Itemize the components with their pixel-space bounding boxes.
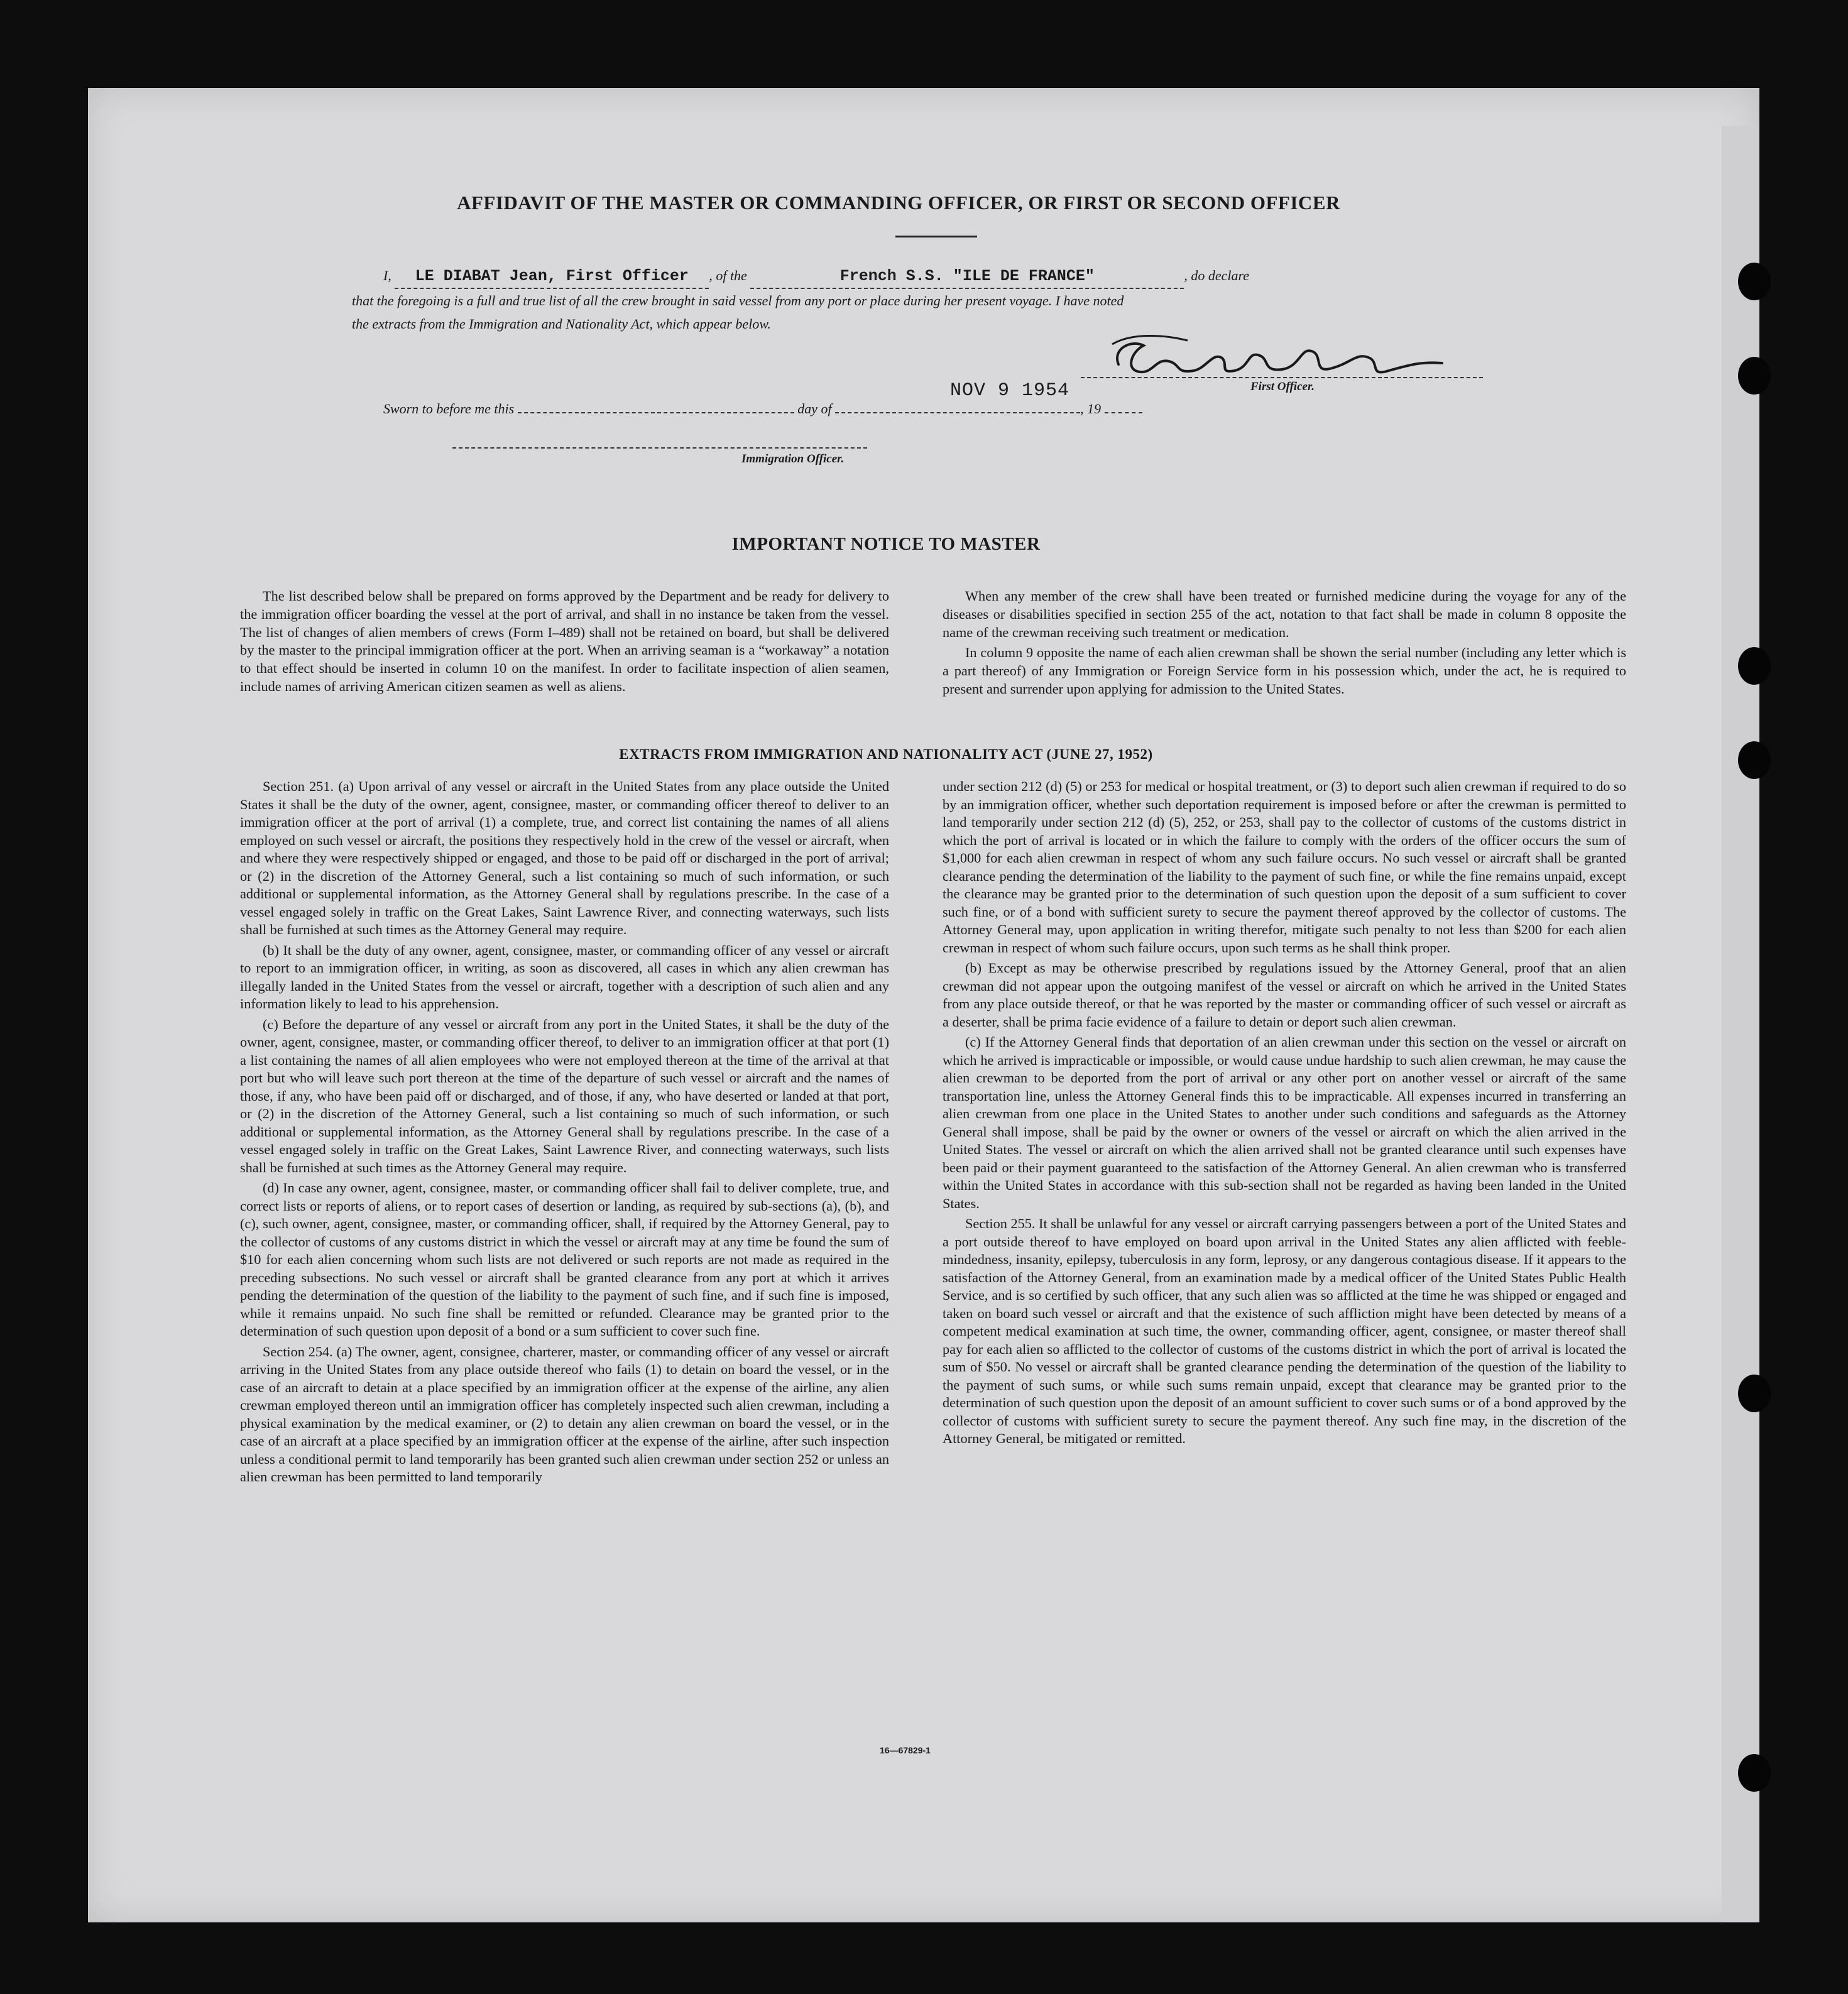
declaration-block xyxy=(352,264,1477,335)
page-edge xyxy=(1722,126,1759,1922)
act-paragraph: Section 255. It shall be unlawful for any vessel or aircraft carrying passengers between a port of the United States and a port outside thereof to have employed on board upon arrival in the United States any alien afflicted with feeble-mindedness, insanity, epilepsy, tuberculosis in any form, leprosy, or any dangerous contagious disease. If it appears to the satisfaction of the Attorney General, from an examination made by a medical officer of the United States Public Health Service, and is so certified by such officer, that any such alien was so afflicted at the time he was shipped or engaged and taken on board such vessel or aircraft and that the existence of such affliction might have been detected by means of a competent medical examination at such time, the owner, commanding officer, agent, consignee, or master thereof shall pay for each alien so afflicted to the collector of customs of the customs district in which the port of arrival is located the sum of $50. No vessel or aircraft shall be granted clearance pending the determination of the question of the liability to the payment of such sums, or while such sums remain unpaid, except that clearance may be granted prior to the determination of such question upon the deposit of an amount sufficient to cover such sums or of a bond approved by the collector of customs with sufficient surety to secure the payment thereof. Any such fine may, in the discretion of the Attorney General, be mitigated or remitted. xyxy=(943,1216,1626,1446)
punch-hole xyxy=(1738,1754,1771,1792)
punch-hole xyxy=(1738,647,1771,685)
affidavit-title: AFFIDAVIT OF THE MASTER OR COMMANDING OFFICER, OR FIRST OR SECOND OFFICER xyxy=(457,192,1340,214)
notice-paragraph: When any member of the crew shall have been treated or furnished medicine during the voyage for any of the diseases or disabilities specified in section 255 of the act, notation to that fact shall be made in column 8 opposite the name of the crewman receiving such treatment or medication. xyxy=(943,588,1626,640)
immigration-officer-signature-line xyxy=(452,447,867,449)
notice-paragraph: The list described below shall be prepared on forms approved by the Department and be ready for delivery to the immigration officer boarding the vessel at the port of arrival, and shall in no instance be taken from the vessel. The list of changes of alien members of crews (Form I–489) shall not be retained on board, but shall be delivered by the master to the principal immigration officer at the port. When an arriving seaman is a “workaway” a notation to that effect should be inserted in column 10 on the manifest. In order to facilitate inspection of alien seamen, include names of arriving American citizen seamen as well as aliens. xyxy=(240,588,889,694)
immigration-officer-label: Immigration Officer. xyxy=(741,452,845,466)
extracts-left-column xyxy=(240,778,889,1486)
punch-hole xyxy=(1738,741,1771,779)
act-paragraph: (c) Before the departure of any vessel or aircraft from any port in the United States, it shall be the duty of the owner, agent, consignee, master, or commanding officer thereof, to deliver to an immigration officer at that port (1) a list containing the names of all alien employees who were not employed thereon at the time of the arrival at that port but who will leave such port thereon at the time of the departure of such vessel or aircraft and the names of those, if any, who have been paid off or discharged, and of those, if any, who have deserted or landed at that port, or (2) in the discretion of the Attorney General, such a list containing so much of such information, or such additional or supplemental information, as the Attorney General shall by regulations prescribe. In the case of a vessel engaged solely in traffic on the Great Lakes, Saint Lawrence River, and connecting waterways, such lists shall be furnished at such times as the Attorney General may require. xyxy=(240,1016,889,1175)
sworn-prefix: Sworn to before me this xyxy=(383,401,515,417)
punch-hole xyxy=(1738,1375,1771,1412)
date-stamp: NOV 9 1954 xyxy=(950,380,1070,401)
sworn-day-field xyxy=(518,412,794,413)
notice-paragraph: In column 9 opposite the name of each alien crewman shall be shown the serial number (including any letter which is a part thereof) of any Immigration or Foreign Service form in his possession which, under the act, he is required to present and surrender upon applying for admission to the United States. xyxy=(943,645,1626,697)
do-declare-label: , do declare xyxy=(1184,268,1249,283)
sworn-month-field xyxy=(835,412,1080,413)
extracts-title: EXTRACTS FROM IMMIGRATION AND NATIONALITY ACT (JUNE 27, 1952) xyxy=(619,746,1153,762)
sworn-year-field xyxy=(1105,412,1142,413)
act-paragraph: (b) It shall be the duty of any owner, agent, consignee, master, or commanding officer of any vessel or aircraft to report to an immigration officer, in writing, as soon as discovered, all cases in which any alien crewman has illegally landed in the United States from the vessel or aircraft, together with a description of such alien and any information likely to lead to his apprehension. xyxy=(240,942,889,1011)
act-paragraph: under section 212 (d) (5) or 253 for medical or hospital treatment, or (3) to deport such alien crewman if required to do so by an immigration officer, whether such deportation requirement is imposed before or after the crewman is permitted to land temporarily under section 212 (d) (5), 252, or 253, shall pay to the collector of customs of the customs district in which the port of arrival is located or in which the failure to comply with the orders of the officer occurs the sum of $1,000 for each alien crewman in respect of whom any such failure occurs. No such vessel or aircraft shall be granted clearance pending the determination of the liability to the payment of such fine, or while the fine remains unpaid, except the clearance may be granted prior to the determination of such question upon the deposit of a sum sufficient to cover such fine, or of a bond with sufficient surety to secure the payment thereof approved by the collector of customs. The Attorney General may, upon application in writing therefor, mitigate such penalty to not less than $200 for each alien crewman in respect of whom such failure occurs, upon such terms as he shall think proper. xyxy=(943,778,1626,956)
punch-hole xyxy=(1738,263,1771,300)
declaration-line-1 xyxy=(352,264,1477,289)
title-divider xyxy=(895,236,977,237)
act-paragraph: (d) In case any owner, agent, consignee, master, or commanding officer shall fail to deliver complete, true, and correct lists or reports of aliens, or to report cases of desertion or landing, as required by sub-sections (a), (b), and (c), such owner, agent, consignee, master, or commanding officer, shall, if required by the Attorney General, pay to the collector of customs of any customs district in which the vessel or aircraft may at any time be found the sum of $10 for each alien concerning whom such lists are not delivered or such reports are not made as required in the preceding subsections. No such vessel or aircraft shall be granted clearance from any port at which it arrives pending the determination of the question of the liability to the payment of such fine, and if such fine is imposed, while it remains unpaid. No such fine shall be remitted or refunded. Clearance may be granted prior to the determination of such question upon deposit of a bond or a sum sufficient to cover such fine. xyxy=(240,1180,889,1339)
extracts-right-column xyxy=(943,778,1626,1448)
notice-right-column xyxy=(943,587,1626,699)
form-number: 16—67829-1 xyxy=(880,1745,931,1755)
act-paragraph: (c) If the Attorney General finds that deportation of an alien crewman under this section on the vessel or aircraft on which he arrived is impracticable or impossible, or would cause undue hardship to such alien crewman, he may cause the alien crewman to be deported from the port of arrival or any other port on another vessel or aircraft of the same transportation line, unless the Attorney General finds this to be impracticable. All expenses incurred in transferring an alien crewman from one place in the United States to another under such conditions and safeguards as the Attorney General shall impose, shall be paid by the owner or owners of the vessel or aircraft on which the alien arrived in the United States. The vessel or aircraft on which the alien arrived shall not be granted clearance until such expenses have been paid or their payment guaranteed to the satisfaction of the Attorney General. An alien crewman who is transferred within the United States in accordance with this sub-section shall not be regarded as having been landed in the United States. xyxy=(943,1034,1626,1211)
of-the-label: , of the xyxy=(709,268,747,283)
declaration-line-2: that the foregoing is a full and true list of all the crew brought in said vessel from any port or place during her present voyage. I have noted xyxy=(352,293,1124,308)
officer-name-field: LE DIABAT Jean, First Officer xyxy=(395,264,709,289)
officer-title-label: First Officer. xyxy=(1250,380,1315,393)
sworn-statement xyxy=(383,401,1200,417)
declaration-pronoun: I, xyxy=(383,268,391,283)
punch-hole xyxy=(1738,357,1771,395)
sworn-year-prefix: , 19 xyxy=(1080,401,1102,417)
officer-signature xyxy=(1093,327,1445,383)
notice-left-column xyxy=(240,587,889,696)
vessel-name-field: French S.S. "ILE DE FRANCE" xyxy=(750,264,1184,289)
declaration-line-3: the extracts from the Immigration and Nationality Act, which appear below. xyxy=(352,316,771,332)
act-paragraph: Section 251. (a) Upon arrival of any vessel or aircraft in the United States from any place outside the United States it shall be the duty of the owner, agent, consignee, master, or commanding officer thereof to deliver to an immigration officer at the port of arrival (1) a complete, true, and correct list containing the names of all aliens employed on such vessel or aircraft, the positions they respectively hold in the crew of the vessel or aircraft, when and where they were respectively shipped or engaged, and those to be paid off or discharged in the port of arrival; or (2) in the discretion of the Attorney General, such a list containing so much of such information, or such additional or supplemental information, as the Attorney General shall by regulations prescribe. In the case of a vessel engaged solely in traffic on the Great Lakes, Saint Lawrence River, and connecting waterways, such lists shall be furnished at such times as the Attorney General may require. xyxy=(240,778,889,937)
act-paragraph: (b) Except as may be otherwise prescribed by regulations issued by the Attorney General, proof that an alien crewman did not appear upon the outgoing manifest of the vessel or aircraft on which he arrived in the United States from any place outside thereof, or that he was reported by the master or commanding officer of such vessel or aircraft as a deserter, shall be prima facie evidence of a failure to detain or deport such alien crewman. xyxy=(943,960,1626,1030)
signature-line xyxy=(1081,377,1483,378)
notice-title: IMPORTANT NOTICE TO MASTER xyxy=(731,534,1041,554)
act-paragraph: Section 254. (a) The owner, agent, consignee, charterer, master, or commanding officer of any vessel or aircraft arriving in the United States from any place outside thereof who fails (1) to detain on board the vessel, or in the case of an aircraft to detain at a place specified by an immigration officer at the expense of the airline, any alien crewman employed thereon until an immigration officer has completely inspected such alien crewman, including a physical examination by the medical examiner, or (2) to detain any alien crewman on board the vessel, or in the case of an aircraft at a place specified by an immigration officer at the expense of the airline, after such inspection unless a conditional permit to land temporarily has been granted such alien crewman under section 252 or unless an alien crewman has been permitted to land temporarily xyxy=(240,1343,889,1485)
sworn-day-of: day of xyxy=(797,401,832,417)
